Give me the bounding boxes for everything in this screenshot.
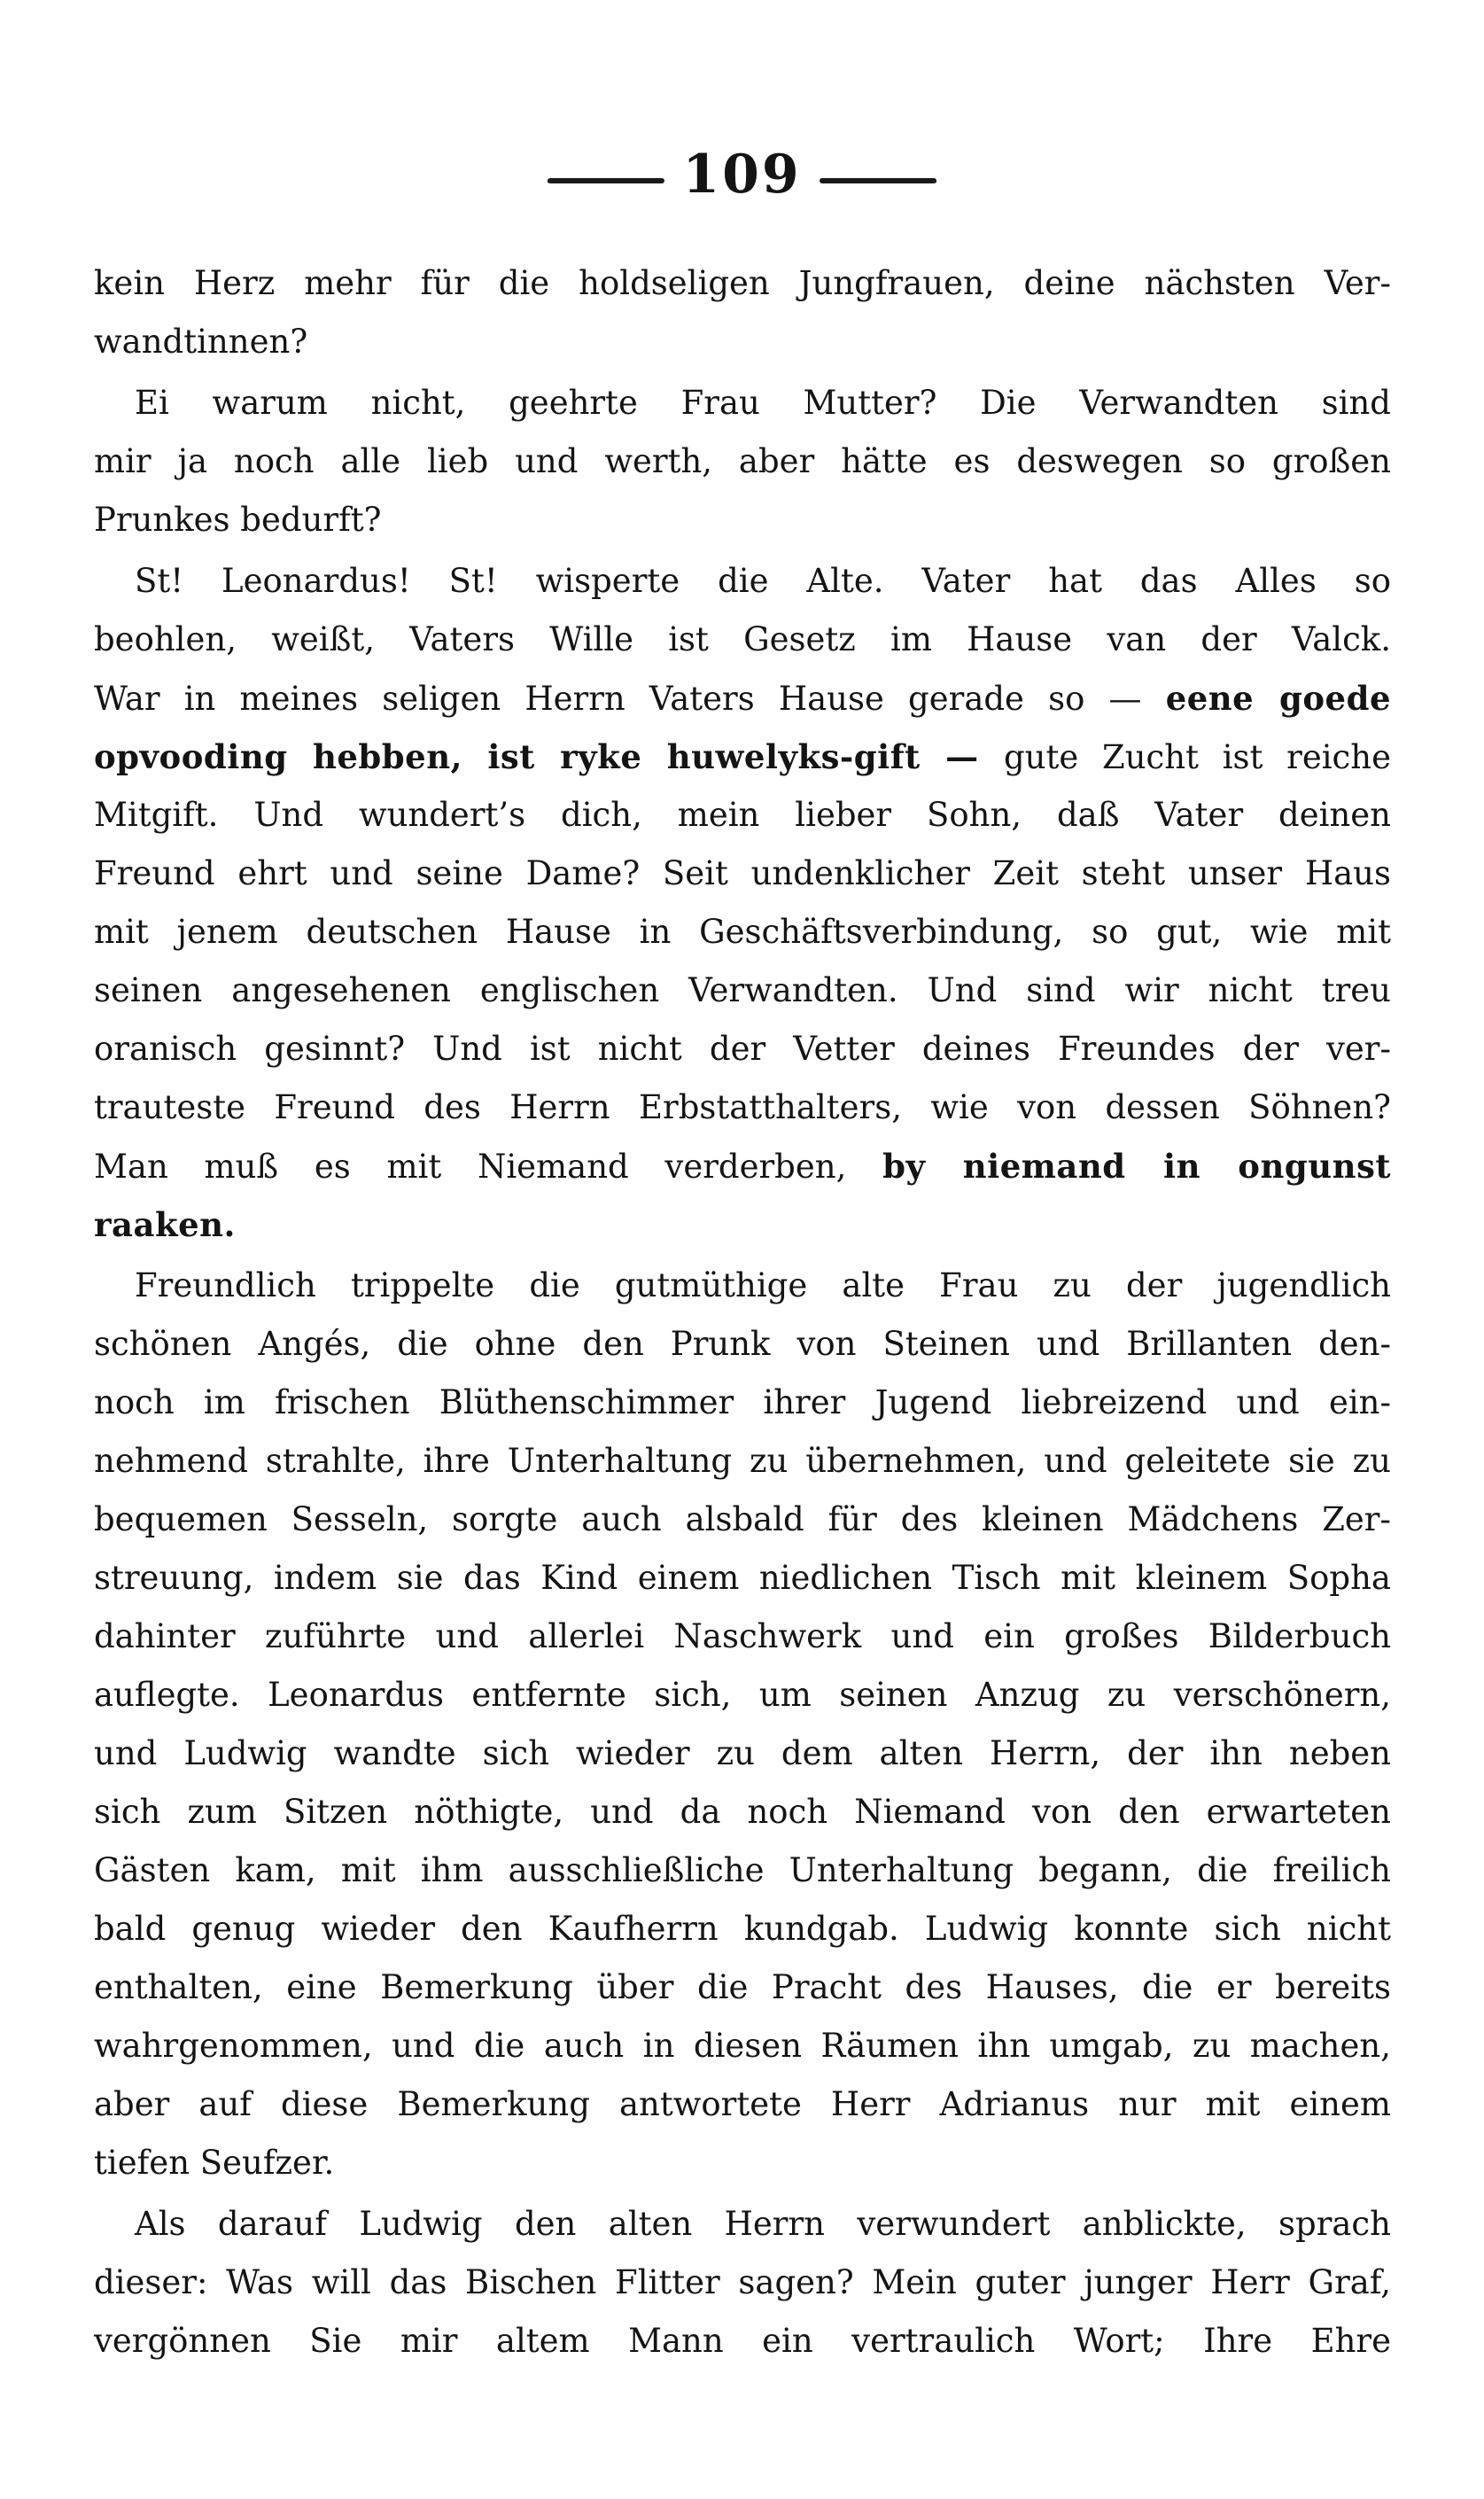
header-rule-left-icon [548,178,664,183]
text-line [94,1432,1391,1491]
text-line [94,728,1391,786]
text-line [94,1724,1391,1783]
text-line [94,786,1391,845]
text-line [94,432,1391,491]
text-line [94,669,1391,728]
text-line [94,1078,1391,1137]
fraktur-text-segment: Mitgift. Und wundert’s dich, mein lieber Sohn, daß Vater deinen [94,796,1391,834]
paragraph [94,552,1391,1254]
fraktur-text-segment: aber auf diese Bemerkung antwortete Herr Adrianus nur mit einem [94,2085,1391,2123]
fraktur-text-segment: dieser: Was will das Bischen Flitter sagen? Mein guter junger Herr Graf, [94,2263,1391,2301]
text-line [94,491,1391,549]
fraktur-text-segment: beohlen, weißt, Vaters Wille ist Gesetz im Hause van der Valck. [94,620,1391,658]
text-line [94,611,1391,669]
fraktur-text-segment: nehmend strahlte, ihre Unterhaltung zu übernehmen, und geleitete sie zu [94,1442,1391,1480]
text-line [94,1783,1391,1841]
text-line [94,845,1391,903]
text-line [94,2134,1391,2192]
fraktur-text-segment: und Ludwig wandte sich wieder zu dem alten Herrn, der ihn neben [94,1734,1391,1772]
fraktur-text-segment: wandtinnen? [94,323,308,361]
paragraph [94,1257,1391,2192]
fraktur-text-segment: St! Leonardus! St! wisperte die Alte. Vater hat das Alles so [135,562,1391,600]
fraktur-text-segment: Freundlich trippelte die gutmüthige alte Frau zu der jugendlich [135,1266,1391,1304]
text-line [94,1900,1391,1958]
text-line [94,2254,1391,2312]
fraktur-text-segment: tiefen Seufzer. [94,2144,335,2182]
antiqua-text-segment: raaken. [94,1205,236,1244]
antiqua-text-segment: eene goede [1165,679,1392,718]
paragraph [94,2195,1391,2371]
fraktur-text-segment: mir ja noch alle lieb und werth, aber hätte es deswegen so großen [94,442,1391,480]
text-line [94,1315,1391,1374]
fraktur-text-segment: enthalten, eine Bemerkung über die Pracht des Hauses, die er bereits [94,1968,1391,2006]
text-line [94,552,1391,611]
header-rule-right-icon [820,178,936,183]
fraktur-text-segment: auflegte. Leonardus entfernte sich, um seinen Anzug zu verschönern, [94,1676,1391,1714]
text-line [94,2075,1391,2134]
fraktur-text-segment: Man muß es mit Niemand verderben, [94,1148,883,1186]
fraktur-text-segment: Als darauf Ludwig den alten Herrn verwundert anblickte, sprach [135,2205,1391,2243]
text-line [94,2017,1391,2075]
paragraph [94,254,1391,371]
fraktur-text-segment: bequemen Sesseln, sorgte auch alsbald für des kleinen Mädchens Zer- [94,1500,1391,1538]
page-number: 109 [682,144,802,206]
text-line [94,1491,1391,1549]
fraktur-text-segment: Freund ehrt und seine Dame? Seit undenklicher Zeit steht unser Haus [94,854,1391,892]
fraktur-text-segment: noch im frischen Blüthenschimmer ihrer Jugend liebreizend und ein- [94,1383,1391,1421]
text-line [94,903,1391,961]
text-line [94,254,1391,313]
paragraph [94,374,1391,549]
page-header [0,140,1484,209]
text-line [94,1841,1391,1900]
text-line [94,1195,1391,1254]
fraktur-text-segment: kein Herz mehr für die holdseligen Jungfrauen, deine nächsten Ver- [94,264,1391,302]
fraktur-text-segment: War in meines seligen Herrn Vaters Hause gerade so — [94,680,1166,718]
text-line [94,2195,1391,2254]
text-line [94,1020,1391,1078]
fraktur-text-segment: dahinter zuführte und allerlei Naschwerk und ein großes Bilderbuch [94,1617,1391,1655]
fraktur-text-segment: Gästen kam, mit ihm ausschließliche Unterhaltung begann, die freilich [94,1851,1391,1889]
fraktur-text-segment: Prunkes bedurft? [94,501,382,539]
text-line [94,2312,1391,2371]
fraktur-text-segment: oranisch gesinnt? Und ist nicht der Vetter deines Freundes der ver- [94,1030,1391,1068]
text-line [94,1137,1391,1195]
fraktur-text-segment: trauteste Freund des Herrn Erbstatthalters, wie von dessen Söhnen? [94,1088,1391,1126]
text-line [94,1549,1391,1608]
fraktur-text-segment: gute Zucht ist reiche [1003,738,1391,776]
fraktur-text-segment: wahrgenommen, und die auch in diesen Räumen ihn umgab, zu machen, [94,2027,1391,2065]
fraktur-text-segment: streuung, indem sie das Kind einem niedlichen Tisch mit kleinem Sopha [94,1559,1391,1597]
fraktur-text-segment: Ei warum nicht, geehrte Frau Mutter? Die Verwandten sind [135,384,1391,422]
text-line [94,1608,1391,1666]
fraktur-text-segment: mit jenem deutschen Hause in Geschäftsverbindung, so gut, wie mit [94,913,1391,951]
fraktur-text-segment: schönen Angés, die ohne den Prunk von Steinen und Brillanten den- [94,1325,1391,1363]
antiqua-text-segment: by niemand in ongunst [882,1147,1391,1186]
fraktur-text-segment: bald genug wieder den Kaufherrn kundgab. Ludwig konnte sich nicht [94,1910,1391,1948]
text-line [94,1958,1391,2017]
text-line [94,313,1391,371]
fraktur-text-segment: sich zum Sitzen nöthigte, und da noch Niemand von den erwarteten [94,1793,1391,1831]
fraktur-text-segment: seinen angesehenen englischen Verwandten. Und sind wir nicht treu [94,971,1391,1009]
text-line [94,1666,1391,1724]
text-block [94,254,1391,2371]
text-line [94,1257,1391,1315]
text-line [94,374,1391,432]
text-line [94,961,1391,1020]
antiqua-text-segment: opvooding hebben, ist ryke huwelyks-gift — [94,737,1004,776]
text-line [94,1374,1391,1432]
fraktur-text-segment: vergönnen Sie mir altem Mann ein vertraulich Wort; Ihre Ehre [94,2322,1391,2360]
